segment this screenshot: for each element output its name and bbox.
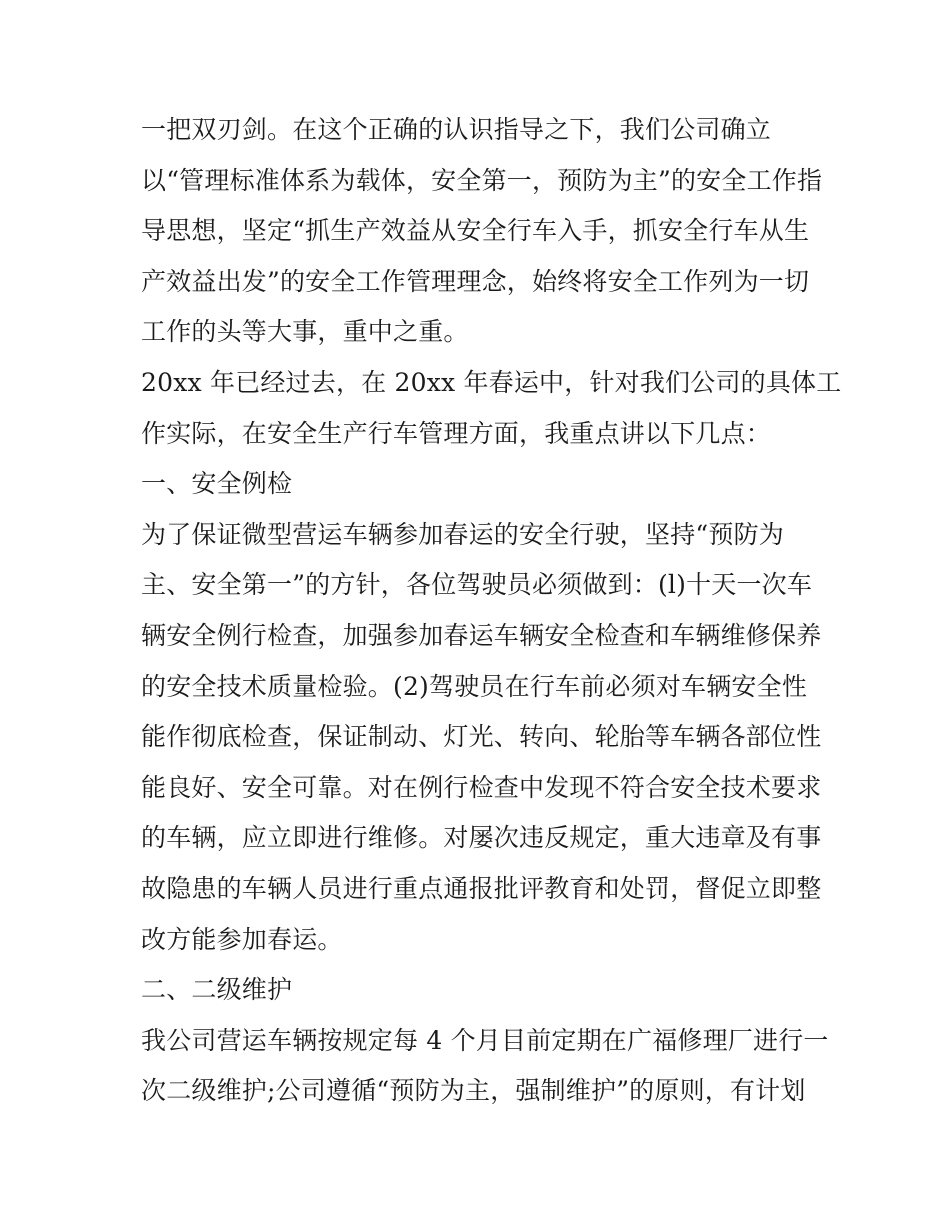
document-body xyxy=(141,105,842,1117)
text-line: 以“管理标准体系为载体，安全第一，预防为主”的安全工作指 xyxy=(141,165,823,195)
text-line: 能良好、安全可靠。对在例行检查中发现不符合安全技术要求 xyxy=(141,772,822,802)
section-heading: 二、二级维护 xyxy=(141,975,293,1005)
text-line: 改方能参加春运。 xyxy=(141,924,343,954)
text-line: 主、安全第一”的方针，各位驾驶员必须做到：(l)十天一次车 xyxy=(141,570,813,600)
text-line: 工作的头等大事，重中之重。 xyxy=(141,317,469,347)
text-line: 辆安全例行检查，加强参加春运车辆安全检查和车辆维修保养 xyxy=(141,620,822,650)
text-line: 一把双刃剑。在这个正确的认识指导之下，我们公司确立 xyxy=(141,115,772,144)
text-line: 故隐患的车辆人员进行重点通报批评教育和处罚，督促立即整 xyxy=(141,873,822,903)
text-line: 20xx 年已经过去，在 20xx 年春运中，针对我们公司的具体工 xyxy=(141,367,842,397)
text-line: 为了保证微型营运车辆参加春运的安全行驶，坚持“预防为 xyxy=(141,519,784,549)
text-line: 的安全技术质量检验。(2)驾驶员在行车前必须对车辆安全性 xyxy=(141,671,808,701)
text-line: 的车辆，应立即进行维修。对屡次违反规定，重大违章及有事 xyxy=(141,823,822,853)
text-line: 我公司营运车辆按规定每 4 个月目前定期在广福修理厂进行一 xyxy=(141,1025,829,1055)
text-line: 导思想，坚定“抓生产效益从安全行车入手，抓安全行车从生 xyxy=(141,216,810,246)
text-line: 次二级维护;公司遵循“预防为主，强制维护”的原则，有计划 xyxy=(141,1076,806,1106)
text-line: 能作彻底检查，保证制动、灯光、转向、轮胎等车辆各部位性 xyxy=(141,722,822,752)
section-heading: 一、安全例检 xyxy=(141,469,293,499)
text-line: 作实际，在安全生产行车管理方面，我重点讲以下几点： xyxy=(141,418,772,448)
text-line: 产效益出发”的安全工作管理理念，始终将安全工作列为一切 xyxy=(141,266,810,296)
